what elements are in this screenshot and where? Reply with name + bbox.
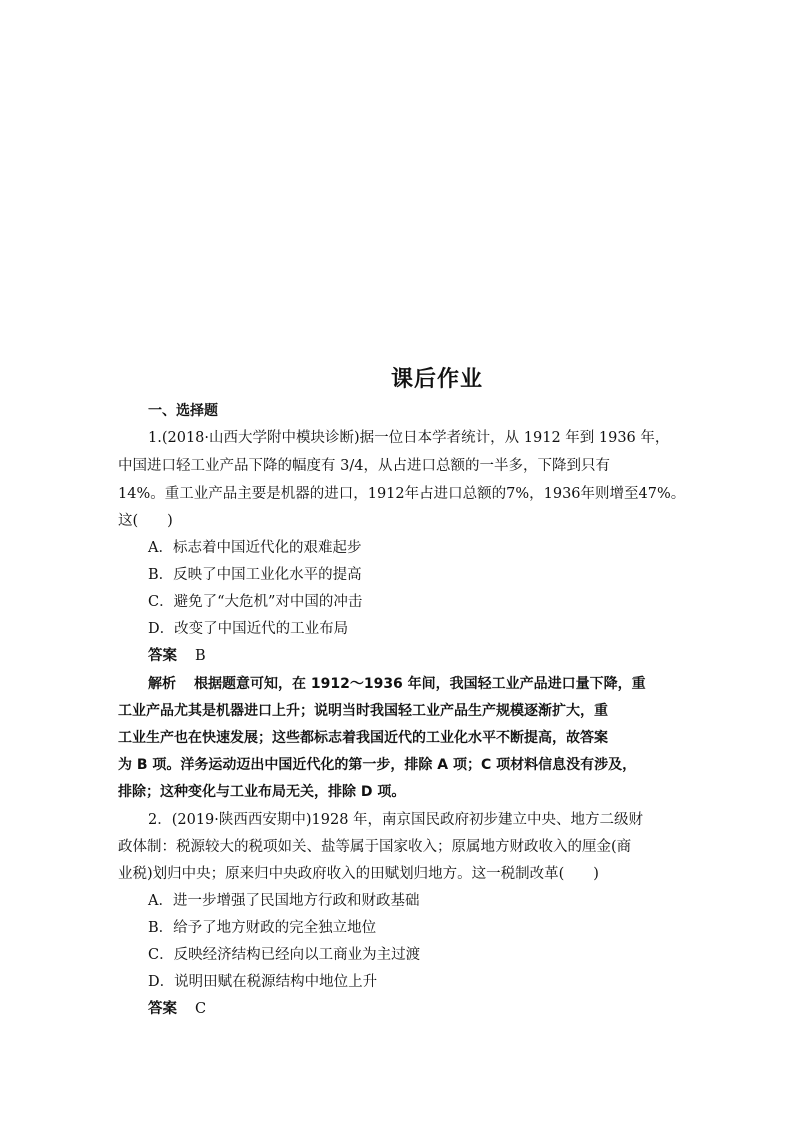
q1-answer (148, 646, 718, 666)
q1-analysis-text-1: 根据题意可知，在 1912～1936 年间，我国轻工业产品进口量下降，重 (194, 676, 646, 692)
q1-stem-line-3: 14%。重工业产品主要是机器的进口，1912年占进口总额的7%，1936年则增至47%。 (118, 486, 686, 502)
q1-answer-value: B (195, 648, 206, 664)
q2-option-c: C．反映经济结构已经向以工商业为主过渡 (148, 947, 421, 963)
q2-option-a: A．进一步增强了民国地方行政和财政基础 (148, 893, 420, 909)
q1-analysis-label: 解析 (148, 676, 176, 692)
q2-stem-line-3: 业税)划归中央；原来归中央政府收入的田赋划归地方。这一税制改革( ) (118, 866, 599, 882)
q1-answer-label: 答案 (148, 648, 177, 664)
q1-analysis-line-1 (148, 674, 718, 694)
q1-analysis-line-2: 工业产品尤其是机器进口上升；说明当时我国轻工业产品生产规模逐渐扩大，重 (118, 703, 608, 719)
q1-stem-line-2: 中国进口轻工业产品下降的幅度有 3/4，从占进口总额的一半多，下降到只有 (118, 458, 610, 474)
q1-stem-line-4: 这( ) (118, 513, 173, 529)
q1-analysis-line-4: 为 B 项。洋务运动迈出中国近代化的第一步，排除 A 项；C 项材料信息没有涉及， (118, 757, 637, 773)
q1-option-b: B．反映了中国工业化水平的提高 (148, 567, 362, 583)
q2-option-b: B．给予了地方财政的完全独立地位 (148, 920, 377, 936)
q2-stem-line-2: 政体制：税源较大的税项如关、盐等属于国家收入；原属地方财政收入的厘金(商 (118, 839, 632, 855)
q1-option-a: A．标志着中国近代化的艰难起步 (148, 540, 362, 556)
q2-answer-value: C (195, 1001, 207, 1017)
q1-option-c: C．避免了“大危机”对中国的冲击 (148, 594, 363, 610)
q1-option-d: D．改变了中国近代的工业布局 (148, 621, 349, 637)
q1-stem-line-1: 1.(2018·山西大学附中模块诊断)据一位日本学者统计，从 1912 年到 1936 年， (148, 430, 670, 446)
page-title: 课后作业 (390, 367, 483, 392)
q2-stem-line-1: 2．(2019·陕西西安期中)1928 年，南京国民政府初步建立中央、地方二级财 (148, 812, 644, 828)
q1-analysis-line-5: 排除；这种变化与工业布局无关，排除 D 项。 (118, 784, 406, 800)
q2-answer-label: 答案 (148, 1001, 177, 1017)
q1-analysis-line-3: 工业生产也在快速发展；这些都标志着我国近代的工业化水平不断提高，故答案 (118, 730, 608, 746)
section-heading: 一、选择题 (148, 403, 218, 419)
q2-option-d: D．说明田赋在税源结构中地位上升 (148, 974, 378, 990)
q2-answer (148, 999, 718, 1019)
